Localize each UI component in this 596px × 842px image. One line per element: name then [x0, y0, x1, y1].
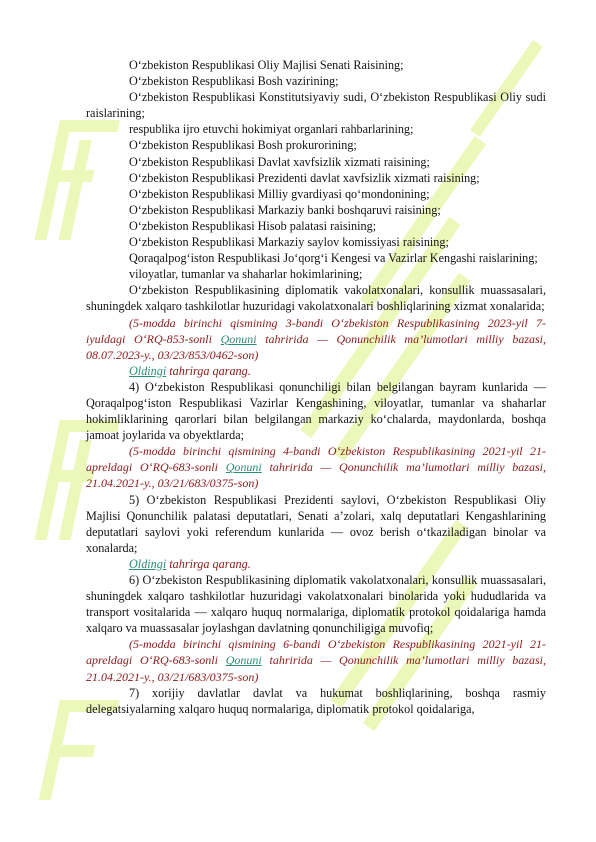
line-bosh-vazir: O‘zbekiston Respublikasi Bosh vazirining;: [129, 74, 339, 89]
line-hisob-palatasi: O‘zbekiston Respublikasi Hisob palatasi raisining;: [129, 218, 377, 233]
qonun-link[interactable]: Qonuni: [225, 460, 262, 475]
note-text: (5-modda birinchi qismining 3-bandi O‘zbekiston Respublikasining 2023-yil 7-iyuldagi O‘RQ-853-sonli: [86, 315, 546, 346]
qonun-link[interactable]: Qonuni: [225, 653, 262, 668]
line-senat: O‘zbekiston Respublikasi Oliy Majlisi Senati Raisining;: [129, 58, 404, 72]
item-5: 5) O‘zbekiston Respublikasi Prezidenti saylovi, O‘zbekiston Respublikasi Oliy Majlisi Qonunchilik palatasi deputatlari, Senati a’zolari, xalq deputatlari Kengashlarining deputatlari saylovi yoki referendum kunlarida — ovoz berish o‘tkaziladigan binolar va xonalarda;: [86, 492, 546, 555]
item-7: 7) xorijiy davlatlar davlat va hukumat boshliqlarining, boshqa rasmiy delegatsiyalarning xalqaro huquq normalariga, diplomatik protokol qoidalariga,: [86, 685, 546, 716]
previous-edition-ref: [86, 363, 546, 379]
document-body: [86, 57, 546, 717]
line-diplomatik: O‘zbekiston Respublikasining diplomatik vakolatxonalari, konsullik muassasalari, shuningdek xalqaro tashkilotlar huzuridagi vakolatxonalari boshliqlarining xizmat xonalarida;: [86, 283, 546, 314]
line-hokimlar: viloyatlar, tumanlar va shaharlar hokimlarining;: [129, 267, 363, 282]
note-text: (5-modda birinchi qismining 4-bandi O‘zbekiston Respublikasining 2021-yil 21-apreldagi O‘RQ-683-sonli: [86, 444, 546, 475]
line-dxx: O‘zbekiston Respublikasi Davlat xavfsizlik xizmati raisining;: [129, 154, 430, 169]
oldingi-link[interactable]: Oldingi: [129, 556, 167, 571]
item-6: 6) O‘zbekiston Respublikasining diplomatik vakolatxonalari, konsullik muassasalari, shuningdek xalqaro tashkilotlar huzuridagi vakolatxonalari binolarida yoki hududlarida va transport vositalarida — xalqaro huquq normalariga, diplomatik protokol qoidalariga hamda xalqaro va muassasalar joylashgan davlatning qonunchiligiga muvofiq;: [86, 573, 546, 636]
line-prokuror: O‘zbekiston Respublikasi Bosh prokurorining;: [129, 138, 357, 153]
line-sudlar: O‘zbekiston Respublikasi Konstitutsiyaviy sudi, O‘zbekiston Respublikasi Oliy sudi raislarining;: [86, 90, 546, 121]
previous-edition-ref: [86, 556, 546, 572]
line-qoraqalpogiston: Qoraqalpog‘iston Respublikasi Jo‘qorg‘i Kengesi va Vazirlar Kengashi raislarining;: [129, 251, 538, 266]
note-text: tahririda — Qonunchilik ma’lumotlari milliy bazasi, 21.04.2021-y., 03/21/683/0375-son): [86, 653, 546, 684]
amendment-note-4: [86, 443, 546, 491]
note-text: tahririda — Qonunchilik ma’lumotlari milliy bazasi, 21.04.2021-y., 03/21/683/0375-son): [86, 460, 546, 491]
line-prezident-dxx: O‘zbekiston Respublikasi Prezidenti davlat xavfsizlik xizmati raisining;: [129, 170, 480, 185]
ref-text: tahrirga qarang.: [166, 363, 251, 378]
qonun-link[interactable]: Qonuni: [220, 331, 257, 346]
amendment-note-6: [86, 636, 546, 684]
line-gvardiya: O‘zbekiston Respublikasi Milliy gvardiyasi qo‘mondonining;: [129, 186, 430, 201]
note-text: tahririda — Qonunchilik ma’lumotlari milliy bazasi, 08.07.2023-y., 03/23/853/0462-son): [86, 331, 546, 362]
item-4: 4) O‘zbekiston Respublikasi qonunchiligi bilan belgilangan bayram kunlarida — Qoraqalpog‘iston Respublikasi Vazirlar Kengashining, viloyatlar, tumanlar va shaharlar hokimliklarining qarorlari bilan belgilangan markaziy ko‘chalarda, maydonlarda, boshqa jamoat joylarida va obyektlarda;: [86, 379, 546, 443]
note-text: (5-modda birinchi qismining 6-bandi O‘zbekiston Respublikasining 2021-yil 21-apreldagi O‘RQ-683-sonli: [86, 637, 546, 668]
line-ijro: respublika ijro etuvchi hokimiyat organlari rahbarlarining;: [129, 122, 414, 137]
ref-text: tahrirga qarang.: [166, 556, 251, 571]
amendment-note-3: [86, 315, 546, 363]
oldingi-link[interactable]: Oldingi: [129, 363, 167, 378]
line-saylov-komissiyasi: O‘zbekiston Respublikasi Markaziy saylov komissiyasi raisining;: [129, 235, 449, 250]
line-markaziy-bank: O‘zbekiston Respublikasi Markaziy banki boshqaruvi raisining;: [129, 202, 441, 217]
